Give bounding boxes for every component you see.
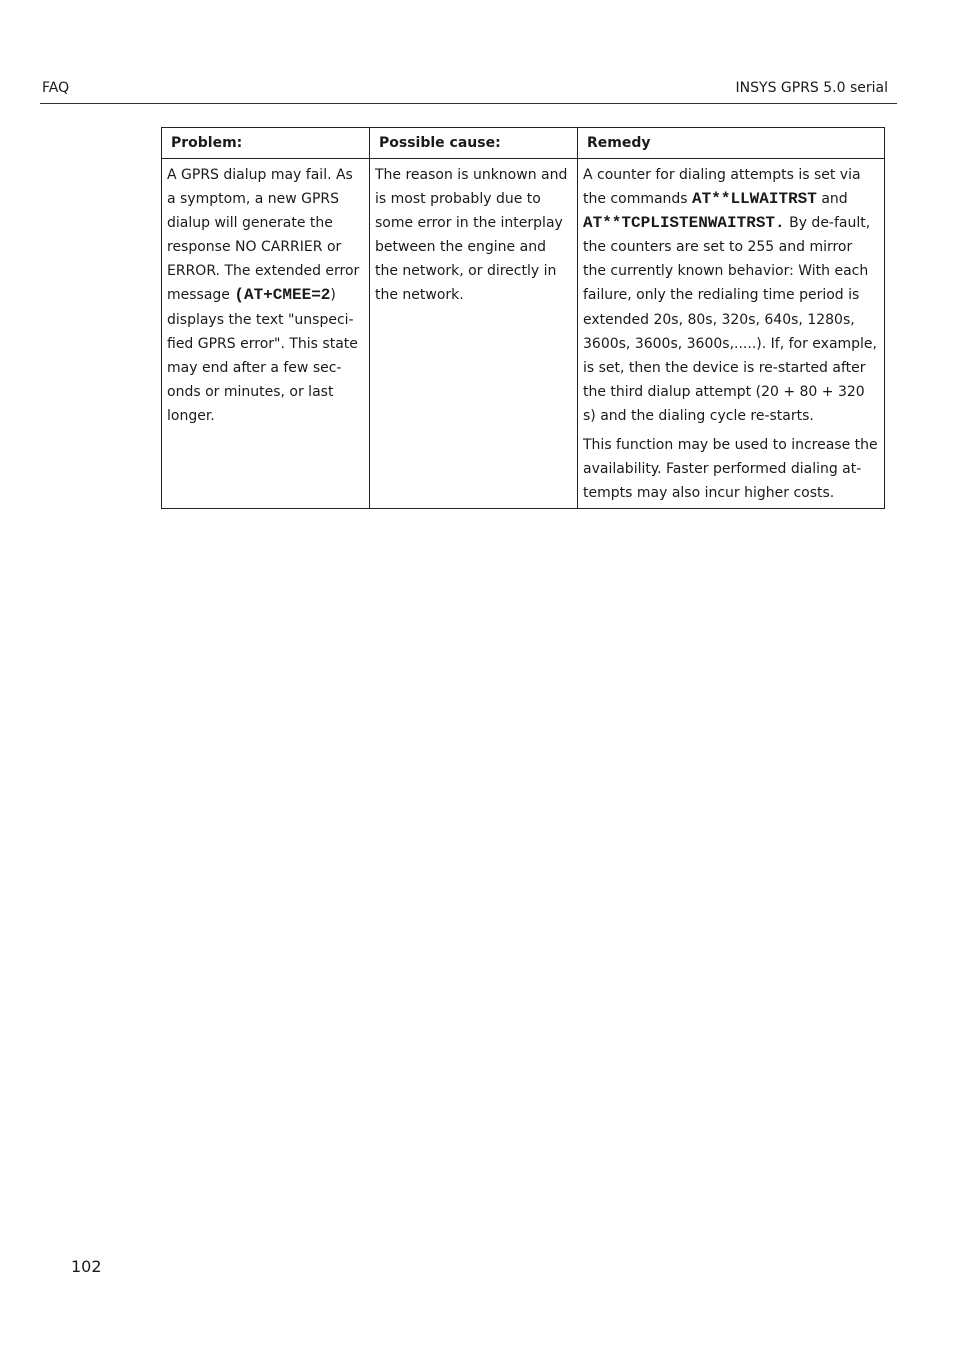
running-header-section: FAQ — [42, 80, 70, 96]
faq-table — [161, 127, 885, 509]
column-header-remedy: Remedy — [578, 128, 885, 159]
remedy-command-llwaitrst: AT**LLWAITRST — [692, 190, 817, 209]
remedy-cell — [578, 159, 885, 509]
problem-text-end: ) displays the text "unspeci-fied GPRS error". This state may end after a few sec-onds or minutes, or last longer. — [167, 287, 358, 424]
column-header-problem: Problem: — [162, 128, 370, 159]
remedy-text-3: By de-fault, the counters are set to 255 and mirror the currently known behavior: With each failure, only the redialing time period is extended 20s, 80s, 320s, 640s, 1280s, 3600s, 3600s, 3600s,.....). If, for example, is set, then the device is re-started after the third dialup attempt (20 + 80 + 320 s) and the dialing cycle re-starts. — [583, 215, 877, 424]
remedy-text-2: and — [816, 191, 848, 208]
remedy-paragraph-1 — [583, 163, 879, 428]
cause-cell — [370, 159, 578, 509]
cause-text: The reason is unknown and is most probably due to some error in the interplay between the engine and the network, or directly in the network. — [375, 167, 568, 304]
problem-cell — [162, 159, 370, 509]
remedy-command-tcplistenwaitrst: AT**TCPLISTENWAITRST. — [583, 214, 785, 233]
column-header-cause: Possible cause: — [370, 128, 578, 159]
header-divider — [40, 103, 897, 104]
page-number: 102 — [71, 1257, 102, 1276]
problem-text-start: A GPRS dialup may fail. As a symptom, a new GPRS dialup will generate the response NO CARRIER or ERROR. The extended error message — [167, 167, 360, 304]
table-row — [162, 159, 885, 509]
problem-command: (AT+CMEE=2 — [234, 286, 331, 305]
remedy-paragraph-2: This function may be used to increase the availability. Faster performed dialing at-tempts may also incur higher costs. — [583, 437, 878, 502]
remedy-text-1: A counter for dialing attempts is set via the commands — [583, 167, 861, 208]
running-header-product: INSYS GPRS 5.0 serial — [735, 80, 888, 96]
table-header-row — [162, 128, 885, 159]
